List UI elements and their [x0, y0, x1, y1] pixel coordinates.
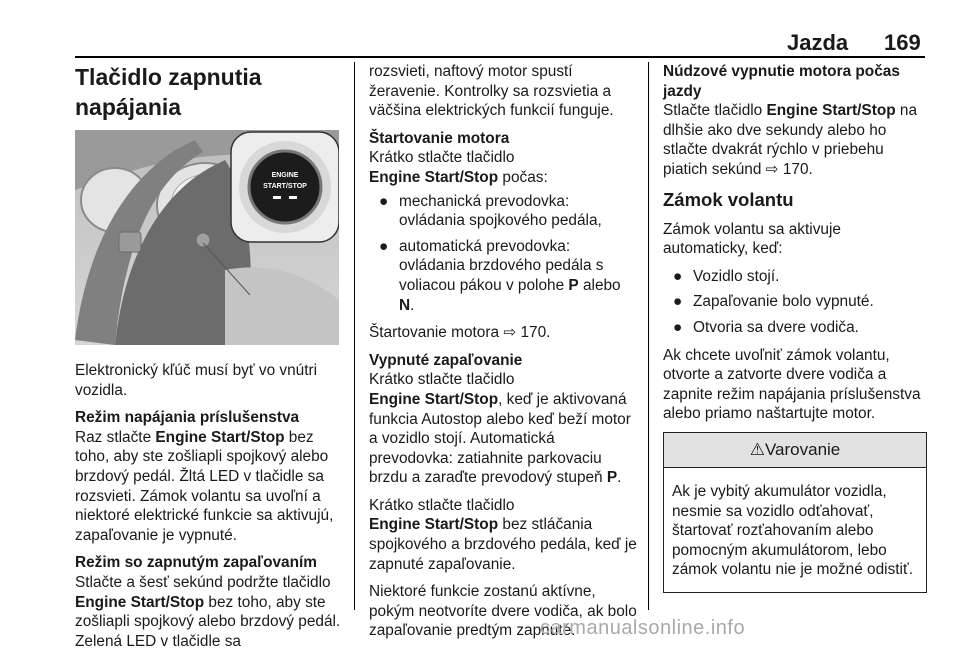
- engine-start-stop-term: Engine Start/Stop: [369, 390, 499, 408]
- dashboard-image: [75, 130, 339, 345]
- bullet-icon: ●: [379, 192, 389, 210]
- page-number: 169: [884, 30, 921, 55]
- page-ref-arrow-icon[interactable]: ⇨: [765, 160, 779, 178]
- section-title: Jazda: [787, 30, 849, 55]
- steering-lock-release: Ak chcete uvoľniť zámok volantu, otvorte a zatvorte dvere vodiča a zapnite režim napájania príslušenstva alebo priamo naštartujte motor.: [663, 346, 921, 423]
- watermark: carmanualsonline.info: [540, 617, 746, 639]
- list-item: [369, 192, 639, 231]
- ignition-on-heading: Režim so zapnutým zapaľovaním: [75, 554, 317, 572]
- list-item-text: Vozidlo stojí.: [693, 267, 780, 285]
- header-rule: [75, 56, 925, 58]
- list-item-text: alebo: [578, 276, 621, 294]
- engine-start-stop-term: Engine Start/Stop: [155, 428, 285, 446]
- warning-text: Ak je vybitý akumulátor vozidla, nesmie sa vozidlo odťahovať, štartovať rozťahovaním alebo pomocným akumulátorom, lebo zámok volantu nie je možné odistiť.: [672, 482, 914, 579]
- button-label-startstop: START/STOP: [263, 183, 307, 190]
- engine-start-stop-term: Engine Start/Stop: [75, 593, 205, 611]
- ignition-text-1: Stlačte a šesť sekúnd podržte tlačidlo: [75, 573, 331, 591]
- button-label-engine: ENGINE: [271, 172, 299, 179]
- steering-lock-list: [663, 267, 925, 338]
- accessory-mode-heading: Režim napájania príslušenstva: [75, 409, 300, 427]
- bullet-icon: ●: [673, 267, 683, 285]
- ignition-on-paragraph: [75, 553, 345, 651]
- accessory-mode-paragraph: [75, 408, 345, 545]
- list-item-text: mechanická prevodovka: ovládania spojkového pedála,: [399, 192, 602, 230]
- warning-header: [664, 433, 926, 468]
- reference-page[interactable]: 170.: [778, 160, 813, 178]
- list-item-text: Otvoria sa dvere vodiča.: [693, 318, 859, 336]
- page-title: Tlačidlo zapnutia napájania: [75, 64, 262, 120]
- page-ref-arrow-icon: ⇨: [503, 324, 517, 342]
- list-item-text: .: [410, 296, 415, 314]
- column-middle: [369, 62, 639, 649]
- gear-n-term: N: [399, 296, 411, 314]
- column-divider: [648, 62, 649, 610]
- ignition-off-text-1: Krátko stlačte tlačidlo: [369, 371, 515, 389]
- warning-box: [663, 432, 927, 593]
- engine-start-list: [369, 192, 639, 316]
- ignition-off-paragraph: [369, 351, 639, 488]
- accessory-text-2: bez toho, aby ste zošliapli spojkový alebo brzdový pedál. Žltá LED v tlačidle sa rozsvieti. Zámok volantu sa uvoľní a niektoré elektrické funkcie sa aktivujú, zapaľovanie je vypnuté.: [75, 428, 334, 544]
- column-divider: [354, 62, 355, 610]
- continuation-text: rozsvieti, naftový motor spustí žeravenie. Kontrolky sa rozsvietia a väčšina elektrických funkcií funguje.: [369, 63, 614, 120]
- engine-start-text-2: počas:: [498, 168, 548, 186]
- emergency-text-2: na dlhšie ako dve sekundy alebo ho stlačte dvakrát rýchlo v priebehu piatich sekúnd: [663, 102, 918, 178]
- warning-triangle-icon: ⚠: [749, 439, 765, 459]
- reference-page: 170.: [516, 324, 551, 342]
- emergency-text-1: Stlačte tlačidlo: [663, 102, 767, 120]
- reference-text: Štartovanie motora: [369, 324, 504, 342]
- ignition-text-2: bez toho, aby ste zošliapli spojkový alebo brzdový pedál. Zelená LED v tlačidle sa: [75, 593, 341, 650]
- list-item: [663, 267, 925, 287]
- list-item-text: Zapaľovanie bolo vypnuté.: [693, 293, 874, 311]
- page-header: [0, 0, 960, 56]
- bullet-icon: ●: [673, 318, 683, 336]
- emergency-off-paragraph: [663, 62, 925, 180]
- engine-start-stop-term: Engine Start/Stop: [369, 168, 499, 186]
- engine-start-stop-term: Engine Start/Stop: [369, 516, 499, 534]
- engine-start-heading: Štartovanie motora: [369, 129, 510, 147]
- steering-lock-heading: Zámok volantu: [663, 188, 794, 210]
- engine-start-reference[interactable]: [369, 323, 639, 343]
- short-press-text-1: Krátko stlačte tlačidlo: [369, 496, 515, 514]
- column-left: [75, 62, 345, 659]
- engine-start-paragraph: [369, 129, 639, 188]
- short-press-paragraph: [369, 496, 639, 574]
- list-item-text: automatická prevodovka: ovládania brzdového pedála s voliacou pákou v polohe: [399, 237, 604, 294]
- accessory-text-1: Raz stlačte: [75, 428, 156, 446]
- dashboard-illustration: [75, 130, 339, 345]
- bullet-icon: ●: [673, 293, 683, 311]
- emergency-off-heading: Núdzové vypnutie motora počas jazdy: [663, 63, 900, 100]
- engine-start-stop-term: Engine Start/Stop: [766, 102, 896, 120]
- warning-label: Varovanie: [764, 439, 841, 459]
- ignition-off-text-2: , keď je aktivovaná funkcia Autostop alebo keď beží motor a vozidlo stojí. Automatická prevodovka: zatiahnite parkovaciu brzdu a zaraďte prevodový stupeň: [369, 390, 631, 487]
- functions-active-paragraph: Niektoré funkcie zostanú aktívne, pokým neotvoríte dvere vodiča, ak bolo zapaľovanie predtým zapnuté.: [369, 583, 637, 640]
- list-item: [369, 237, 639, 315]
- list-item: [663, 318, 925, 338]
- engine-start-text-1: Krátko stlačte tlačidlo: [369, 149, 515, 167]
- steering-lock-intro: Zámok volantu sa aktivuje automaticky, keď:: [663, 220, 841, 258]
- gear-p-term: P: [606, 469, 618, 487]
- bullet-icon: ●: [379, 237, 389, 255]
- ignition-off-heading: Vypnuté zapaľovanie: [369, 351, 523, 369]
- column-right: [663, 62, 925, 593]
- ignition-off-text-3: .: [617, 469, 622, 487]
- list-item: [663, 292, 925, 312]
- gear-p-term: P: [568, 276, 579, 294]
- intro-text: Elektronický kľúč musí byť vo vnútri vozidla.: [75, 362, 318, 399]
- short-press-text-2: bez stláčania spojkového a brzdového pedála, keď je zapnuté zapaľovanie.: [369, 516, 637, 573]
